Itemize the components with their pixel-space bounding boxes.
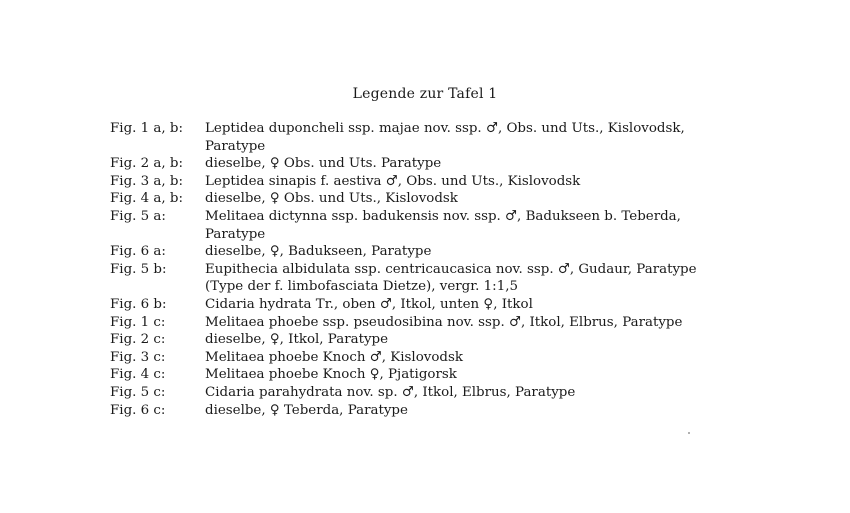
legend-entry — [110, 296, 760, 314]
figure-description: Leptidea sinapis f. aestiva ♂, Obs. und Uts., Kislovodsk — [205, 173, 581, 189]
figure-description: Cidaria hydrata Tr., oben ♂, Itkol, unten ♀, Itkol — [205, 296, 533, 312]
figure-label: Fig. 4 a, b: — [110, 191, 184, 207]
figure-description: dieselbe, ♀, Badukseen, Paratype — [205, 244, 432, 260]
figure-description: dieselbe, ♀ Obs. und Uts., Kislovodsk — [205, 191, 458, 207]
legend-title: Legende zur Tafel 1 — [352, 86, 498, 102]
figure-label: Fig. 1 a, b: — [110, 121, 184, 136]
figure-label: Fig. 6 c: — [110, 402, 166, 418]
figure-label: Fig. 6 a: — [110, 244, 166, 260]
figure-description: Melitaea dictynna ssp. badukensis nov. ssp. ♂, Badukseen b. Teberda, Paratype — [205, 208, 681, 242]
figure-label: Fig. 2 a, b: — [110, 156, 184, 172]
figure-description: dieselbe, ♀ Teberda, Paratype — [205, 402, 408, 418]
legend-list — [110, 120, 760, 419]
figure-description: Cidaria parahydrata nov. sp. ♂, Itkol, Elbrus, Paratype — [205, 384, 576, 400]
legend-entry — [110, 261, 760, 296]
legend-entry — [110, 173, 760, 191]
legend-entry — [110, 208, 760, 243]
figure-description: Eupithecia albidulata ssp. centricaucasica nov. ssp. ♂, Gudaur, Paratype (Type der f. limbofasciata Dietze), vergr. 1:1,5 — [205, 261, 697, 295]
legend-entry — [110, 366, 760, 384]
scan-speck — [688, 432, 690, 434]
figure-description: dieselbe, ♀ Obs. und Uts. Paratype — [205, 156, 442, 172]
legend-entry — [110, 314, 760, 332]
figure-label: Fig. 6 b: — [110, 296, 167, 312]
figure-description: Melitaea phoebe Knoch ♀, Pjatigorsk — [205, 367, 457, 383]
legend-entry — [110, 402, 760, 420]
legend-entry — [110, 190, 760, 208]
legend-entry — [110, 120, 760, 155]
figure-label: Fig. 5 a: — [110, 208, 166, 224]
figure-label: Fig. 4 c: — [110, 367, 166, 383]
legend-entry — [110, 243, 760, 261]
figure-label: Fig. 2 c: — [110, 332, 166, 348]
figure-label: Fig. 5 c: — [110, 384, 166, 400]
figure-description: Melitaea phoebe ssp. pseudosibina nov. ssp. ♂, Itkol, Elbrus, Paratype — [205, 314, 683, 330]
legend-entry — [110, 331, 760, 349]
figure-label: Fig. 3 c: — [110, 349, 166, 365]
legend-entry — [110, 384, 760, 402]
figure-description: dieselbe, ♀, Itkol, Paratype — [205, 332, 389, 348]
figure-label: Fig. 5 b: — [110, 261, 167, 277]
figure-description: Melitaea phoebe Knoch ♂, Kislovodsk — [205, 349, 463, 365]
figure-label: Fig. 1 c: — [110, 314, 166, 330]
figure-description: Leptidea duponcheli ssp. majae nov. ssp. ♂, Obs. und Uts., Kislovodsk, Paratype — [205, 121, 685, 154]
figure-label: Fig. 3 a, b: — [110, 173, 184, 189]
legend-entry — [110, 155, 760, 173]
legend-entry — [110, 349, 760, 367]
